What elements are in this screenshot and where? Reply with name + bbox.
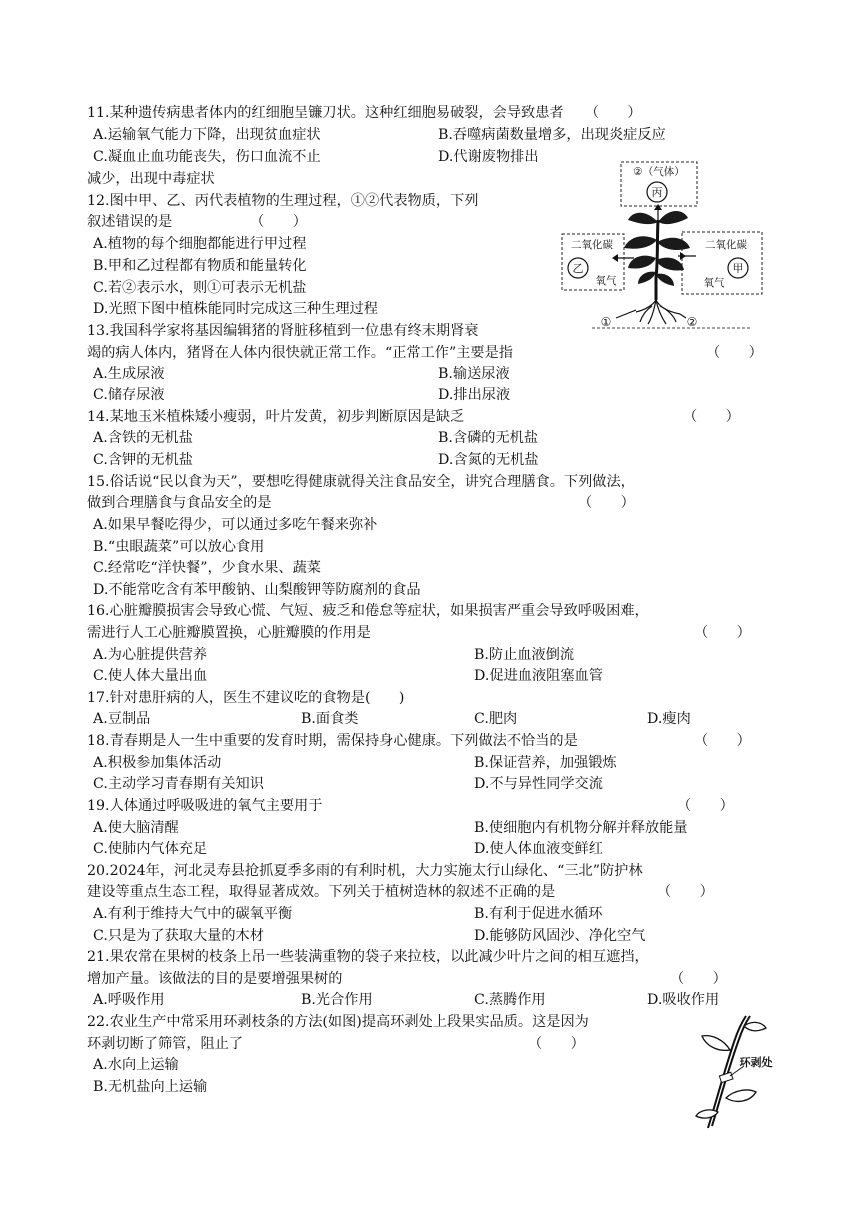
plant-process-figure [556, 160, 766, 332]
q18-option-d: D.不与异性同学交流 [474, 776, 603, 792]
q14-option-d: D.含氮的无机盐 [438, 452, 539, 468]
q12-stem-line2: 叙述错误的是 （ ） [87, 214, 307, 230]
label-circle-1: ① [600, 315, 612, 329]
q12-option-a: A.植物的每个细胞都能进行甲过程 [93, 236, 307, 252]
q16-option-c: C.使人体大量出血 [93, 668, 208, 684]
q13-option-c: C.储存尿液 [93, 387, 165, 403]
label-yi: 乙 [572, 262, 584, 275]
q21-answer-bracket: （ ） [670, 971, 727, 987]
q16-stem-line2: 需进行人工心脏瓣膜置换，心脏瓣膜的作用是 [87, 625, 371, 641]
q17-option-c: C.肥肉 [474, 711, 518, 727]
q20-option-a: A.有利于维持大气中的碳氧平衡 [93, 906, 293, 922]
q21-option-b: B.光合作用 [301, 992, 373, 1008]
q13-option-b: B.输送尿液 [438, 366, 510, 382]
q18-stem: 18.青春期是人一生中重要的发育时期，需保持身心健康。下列做法不恰当的是 [87, 733, 578, 749]
q19-stem: 19.人体通过呼吸吸进的氧气主要用于 [87, 798, 323, 814]
q21-option-c: C.蒸腾作用 [474, 992, 546, 1008]
q22-option-a: A.水向上运输 [93, 1057, 179, 1073]
q22-stem-line2: 环剥切断了筛管，阻止了 [87, 1036, 244, 1052]
q17-option-b: B.面食类 [301, 711, 359, 727]
q15-option-b: B.“虫眼蔬菜”可以放心食用 [93, 539, 265, 555]
label-co2-right: 二氧化碳 [705, 239, 747, 251]
label-bing: 丙 [651, 186, 663, 199]
q12-option-c: C.若②表示水，则①可表示无机盐 [93, 280, 307, 296]
q15-answer-bracket: （ ） [578, 495, 635, 511]
q15-stem-line2: 做到合理膳食与食品安全的是 [87, 495, 272, 511]
q15-option-d: D.不能常吃含有苯甲酸钠、山梨酸钾等防腐剂的食品 [93, 582, 421, 598]
q22-option-b: B.无机盐向上运输 [93, 1079, 208, 1095]
q21-option-a: A.呼吸作用 [93, 992, 165, 1008]
q20-option-b: B.有利于促进水循环 [474, 906, 603, 922]
q12-stem-line1: 12.图中甲、乙、丙代表植物的生理过程，①②代表物质，下列 [87, 193, 479, 209]
q11-option-b: B.吞噬病菌数量增多，出现炎症反应 [438, 127, 666, 143]
label-o2-left: 氧气 [595, 275, 617, 287]
q18-option-b: B.保证营养，加强锻炼 [474, 755, 617, 771]
q13-option-a: A.生成尿液 [93, 366, 165, 382]
q12-option-d: D.光照下图中植株能同时完成这三种生理过程 [93, 301, 378, 317]
q22-stem-line1: 22.农业生产中常采用环剥枝条的方法(如图)提高环剥处上段果实品质。这是因为 [87, 1014, 589, 1030]
q13-answer-bracket: （ ） [706, 345, 763, 361]
q13-option-d: D.排出尿液 [438, 387, 511, 403]
q19-answer-bracket: （ ） [677, 798, 734, 814]
girdled-branch-figure [690, 1012, 780, 1130]
q11-stem: 11.某种遗传病患者体内的红细胞呈镰刀状。这种红细胞易破裂，会导致患者 （ ） [87, 105, 642, 121]
q22-answer-bracket: （ ） [528, 1036, 585, 1052]
q14-stem: 14.某地玉米植株矮小瘦弱，叶片发黄，初步判断原因是缺乏 [87, 409, 465, 425]
q18-answer-bracket: （ ） [694, 733, 751, 749]
q12-option-b: B.甲和乙过程都有物质和能量转化 [93, 258, 307, 274]
q11-option-c: C.凝血止血功能丧失，伤口血流不止 [93, 149, 321, 165]
q14-answer-bracket: （ ） [683, 409, 740, 425]
label-gas-2: ②（气体） [633, 166, 685, 178]
label-o2-right: 氧气 [703, 277, 725, 289]
q11-option-d: D.代谢废物排出 [438, 149, 539, 165]
q11-option-d-continued: 减少，出现中毒症状 [87, 171, 215, 187]
q16-stem-line1: 16.心脏瓣膜损害会导致心慌、气短、疲乏和倦怠等症状，如果损害严重会导致呼吸困难， [87, 603, 649, 619]
q20-stem-line1: 20.2024年，河北灵寿县抢抓夏季多雨的有利时机，大力实施太行山绿化、“三北”防护林 [87, 863, 643, 879]
label-co2-left: 二氧化碳 [571, 239, 613, 251]
q17-option-d: D.瘦肉 [647, 711, 691, 727]
q17-option-a: A.豆制品 [93, 711, 151, 727]
q16-option-b: B.防止血液倒流 [474, 647, 575, 663]
label-girdle-site: 环剥处 [739, 1056, 773, 1069]
q13-stem-line2: 竭的病人体内，猪肾在人体内很快就正常工作。“正常工作”主要是指 [87, 345, 513, 361]
q18-option-c: C.主动学习青春期有关知识 [93, 776, 264, 792]
q21-stem-line2: 增加产量。该做法的目的是要增强果树的 [87, 971, 343, 987]
q15-option-c: C.经常吃“洋快餐”，少食水果、蔬菜 [93, 560, 321, 576]
q19-option-c: C.使肺内气体充足 [93, 841, 208, 857]
q18-option-a: A.积极参加集体活动 [93, 755, 222, 771]
plant-roots [616, 300, 686, 324]
q20-stem-line2: 建设等重点生态工程，取得显著成效。下列关于植树造林的叙述不正确的是 [87, 884, 556, 900]
q16-option-a: A.为心脏提供营养 [93, 647, 208, 663]
q16-option-d: D.促进血液阻塞血管 [474, 668, 603, 684]
q19-option-b: B.使细胞内有机物分解并释放能量 [474, 820, 688, 836]
q14-option-a: A.含铁的无机盐 [93, 430, 193, 446]
q15-stem-line1: 15.俗话说“民以食为天”，要想吃得健康就得关注食品安全，讲究合理膳食。下列做法， [87, 474, 635, 490]
q21-stem-line1: 21.果农常在果树的枝条上吊一些装满重物的袋子来拉枝，以此减少叶片之间的相互遮挡， [87, 949, 649, 965]
q19-option-d: D.使人体血液变鲜红 [474, 841, 603, 857]
q20-answer-bracket: （ ） [657, 884, 714, 900]
q20-option-d: D.能够防风固沙、净化空气 [474, 928, 646, 944]
q17-stem: 17.针对患肝病的人，医生不建议吃的食物是( ) [87, 690, 405, 706]
q13-stem-line1: 13.我国科学家将基因编辑猪的肾脏移植到一位患有终末期肾衰 [87, 323, 479, 339]
q19-option-a: A.使大脑清醒 [93, 820, 179, 836]
q16-answer-bracket: （ ） [694, 625, 751, 641]
q14-option-b: B.含磷的无机盐 [438, 430, 539, 446]
label-jia: 甲 [732, 262, 744, 275]
q21-option-d: D.吸收作用 [647, 992, 720, 1008]
label-circle-2: ② [686, 315, 698, 329]
q15-option-a: A.如果早餐吃得少，可以通过多吃午餐来弥补 [93, 517, 378, 533]
q11-option-a: A.运输氧气能力下降，出现贫血症状 [93, 127, 321, 143]
q20-option-c: C.只是为了获取大量的木材 [93, 928, 264, 944]
q14-option-c: C.含钾的无机盐 [93, 452, 193, 468]
